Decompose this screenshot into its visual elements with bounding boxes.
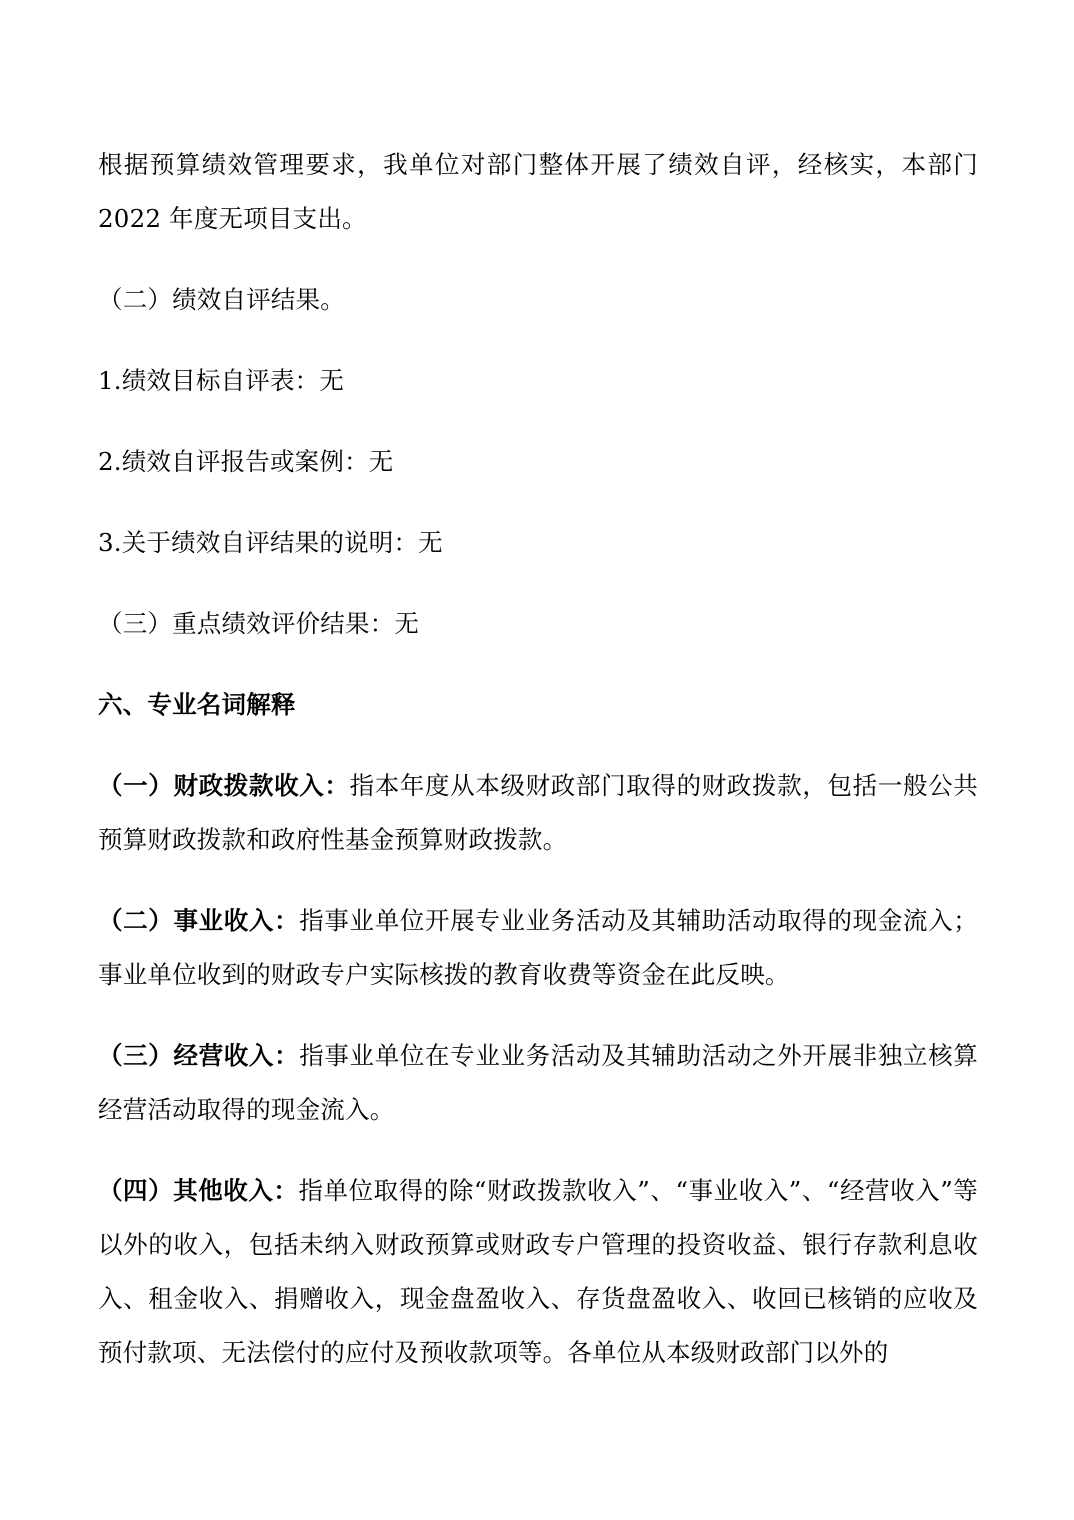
definition-other-income [98, 1164, 978, 1380]
definition-separator: ： [274, 1041, 300, 1070]
definition-term: （四）其他收入 [98, 1176, 274, 1205]
definition-operating-income [98, 1029, 978, 1137]
definition-text: 指单位取得的除“财政拨款收入”、“事业收入”、“经营收入”等以外的收入，包括未纳入财政预算或财政专户管理的投资收益、银行存款利息收入、租金收入、捐赠收入，现金盘盈收入、存货盘盈收入、收回已核销的应收及预付款项、无法偿付的应付及预收款项等。各单位从本级财政部门以外的 [98, 1176, 978, 1367]
definition-text: 指事业单位在专业业务活动及其辅助活动之外开展非独立核算经营活动取得的现金流入。 [98, 1041, 978, 1124]
definition-separator: ： [273, 1176, 299, 1205]
definition-separator: ： [324, 771, 350, 800]
list-item-self-eval-report: 2.绩效自评报告或案例：无 [98, 447, 394, 476]
definition-text: 指本年度从本级财政部门取得的财政拨款，包括一般公共预算财政拨款和政府性基金预算财政拨款。 [98, 771, 978, 854]
definition-separator: ： [274, 906, 300, 935]
section-heading-terms: 六、专业名词解释 [98, 690, 296, 719]
list-item-self-eval-explanation: 3.关于绩效自评结果的说明：无 [98, 528, 443, 557]
document-page [98, 138, 978, 1380]
definition-business-income [98, 894, 978, 1002]
definition-fiscal-appropriation [98, 759, 978, 867]
definition-text: 指事业单位开展专业业务活动及其辅助活动取得的现金流入；事业单位收到的财政专户实际核拨的教育收费等资金在此反映。 [98, 906, 978, 989]
definition-term: （三）经营收入 [98, 1041, 275, 1070]
definition-term: （一）财政拨款收入 [98, 771, 325, 800]
key-eval-result-heading: （三）重点绩效评价结果：无 [98, 609, 420, 638]
intro-paragraph: 根据预算绩效管理要求，我单位对部门整体开展了绩效自评，经核实，本部门 2022 年度无项目支出。 [98, 150, 978, 233]
self-eval-result-heading: （二）绩效自评结果。 [98, 285, 345, 314]
list-item-self-eval-table: 1.绩效目标自评表：无 [98, 366, 345, 395]
definition-term: （二）事业收入 [98, 906, 275, 935]
